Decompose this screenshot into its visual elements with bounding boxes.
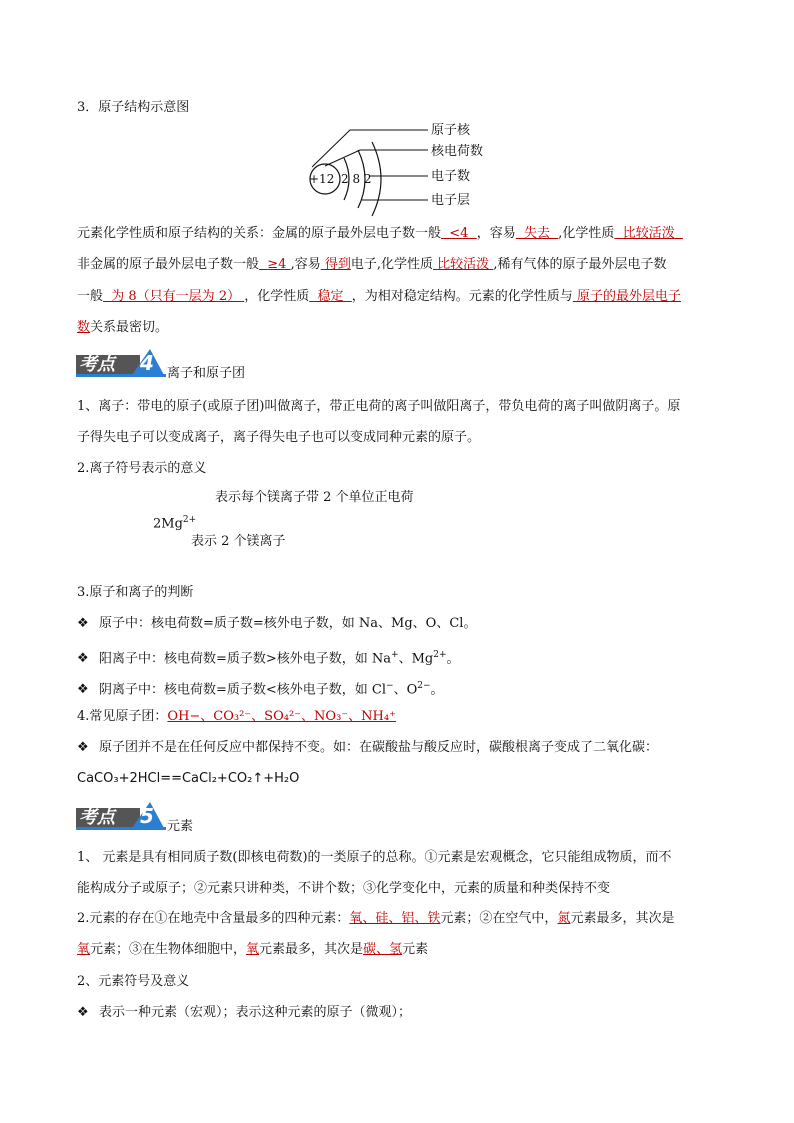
kaodian-5-title: 元素: [167, 819, 194, 834]
list-item-cation: ❖ 阳离子中：核电荷数=质子数>核外电子数，如 Na+、$Mg^{2+}$。: [77, 645, 460, 669]
list-item-element-meaning: ❖ 表示一种元素（宏观）；表示这种元素的原子（微观）；: [77, 1003, 411, 1023]
nucleus-charge: +12: [309, 172, 335, 186]
bullet-icon: ❖: [77, 1005, 89, 1020]
ion-meaning-charge: 表示每个镁离子带 2 个单位正电荷: [215, 490, 414, 505]
common-groups: OH−、CO₃²⁻、SO₄²⁻、NO₃⁻、NH₄⁺: [167, 709, 396, 724]
relation-line-4: 数关系最密切。: [77, 320, 169, 335]
relation-line-2: 非金属的原子最外层电子数一般 ≥4 ,容易 得到电子,化学性质 比较活泼 ,稀有气体的原子最外层电子数: [77, 257, 667, 272]
label-electron-count: 电子数: [431, 169, 471, 184]
element-existence-line-1: 2.元素的存在①在地壳中含量最多的四种元素：氧、硅、铝、铁元素；②在空气中，氮元素最多，其次是: [77, 911, 675, 926]
element-symbol-heading: 2、元素符号及意义: [77, 974, 190, 989]
ion-definition-line-2: 子得失电子可以变成离子，离子得失电子也可以变成同种元素的原子。: [77, 430, 481, 445]
bullet-icon: ❖: [77, 682, 89, 698]
label-nucleus: 原子核: [431, 123, 471, 138]
kaodian-4-title: 离子和原子团: [167, 366, 246, 381]
kaodian-badge-text: 考点: [79, 807, 115, 828]
kaodian-badge-number: 5: [140, 804, 154, 828]
kaodian-badge-number: 4: [140, 351, 154, 375]
ion-meaning-count: 表示 2 个镁离子: [191, 534, 286, 549]
bullet-icon: ❖: [77, 616, 89, 631]
common-groups-line: 4.常见原子团：OH−、CO₃²⁻、SO₄²⁻、NO₃⁻、NH₄⁺: [77, 709, 396, 724]
bullet-icon: ❖: [77, 740, 89, 755]
list-item-anion: ❖ 阴离子中：核电荷数=质子数<核外电子数，如 Cl−、$O^{2-}$。: [77, 676, 444, 700]
kaodian-badge-text: 考点: [79, 354, 115, 375]
kaodian-4-badge: [76, 347, 166, 377]
element-existence-line-2: 氧元素；③在生物体细胞中，氧元素最多，其次是碳、氢元素: [77, 942, 429, 957]
relation-line-3: 一般 为 8（只有一层为 2） ，化学性质 稳定 ，为相对稳定结构。元素的化学性质与 原子的最外层电子: [77, 289, 681, 304]
section-title-atomic-structure: 3．原子结构示意图: [77, 100, 190, 115]
ion-symbol-heading: 2.离子符号表示的意义: [77, 461, 207, 476]
atom-ion-judgement-heading: 3.原子和离子的判断: [77, 585, 194, 600]
label-electron-shell: 电子层: [431, 193, 471, 208]
reaction-equation: CaCO₃+2HCl==CaCl₂+CO₂↑+H₂O: [77, 771, 300, 786]
bullet-icon: ❖: [77, 651, 89, 667]
list-item-atom: ❖ 原子中：核电荷数=质子数=核外电子数，如 Na、Mg、O、Cl。: [77, 614, 476, 634]
ion-symbol: $2Mg^{2+}$: [153, 515, 197, 532]
element-definition-line-1: 1、 元素是具有相同质子数(即核电荷数)的一类原子的总称。①元素是宏观概念，它只能组成物质，而不: [77, 850, 672, 865]
shell-electrons: 2 8 2: [341, 172, 372, 186]
relation-line-1: 元素化学性质和原子结构的关系：金属的原子最外层电子数一般 <4 ，容易 失去 ,化学性质 比较活泼: [77, 226, 675, 241]
label-nuclear-charge: 核电荷数: [431, 144, 484, 159]
group-note-line: ❖ 原子团并不是在任何反应中都保持不变。如：在碳酸盐与酸反应时，碳酸根离子变成了二氧化碳：: [77, 738, 658, 758]
kaodian-5-badge: [76, 800, 166, 830]
ion-definition-line-1: 1、离子：带电的原子(或原子团)叫做离子，带正电荷的离子叫做阳离子，带负电荷的离子叫做阴离子。原: [77, 399, 681, 414]
element-definition-line-2: 能构成分子或原子；②元素只讲种类，不讲个数；③化学变化中，元素的质量和种类保持不变: [77, 881, 611, 896]
